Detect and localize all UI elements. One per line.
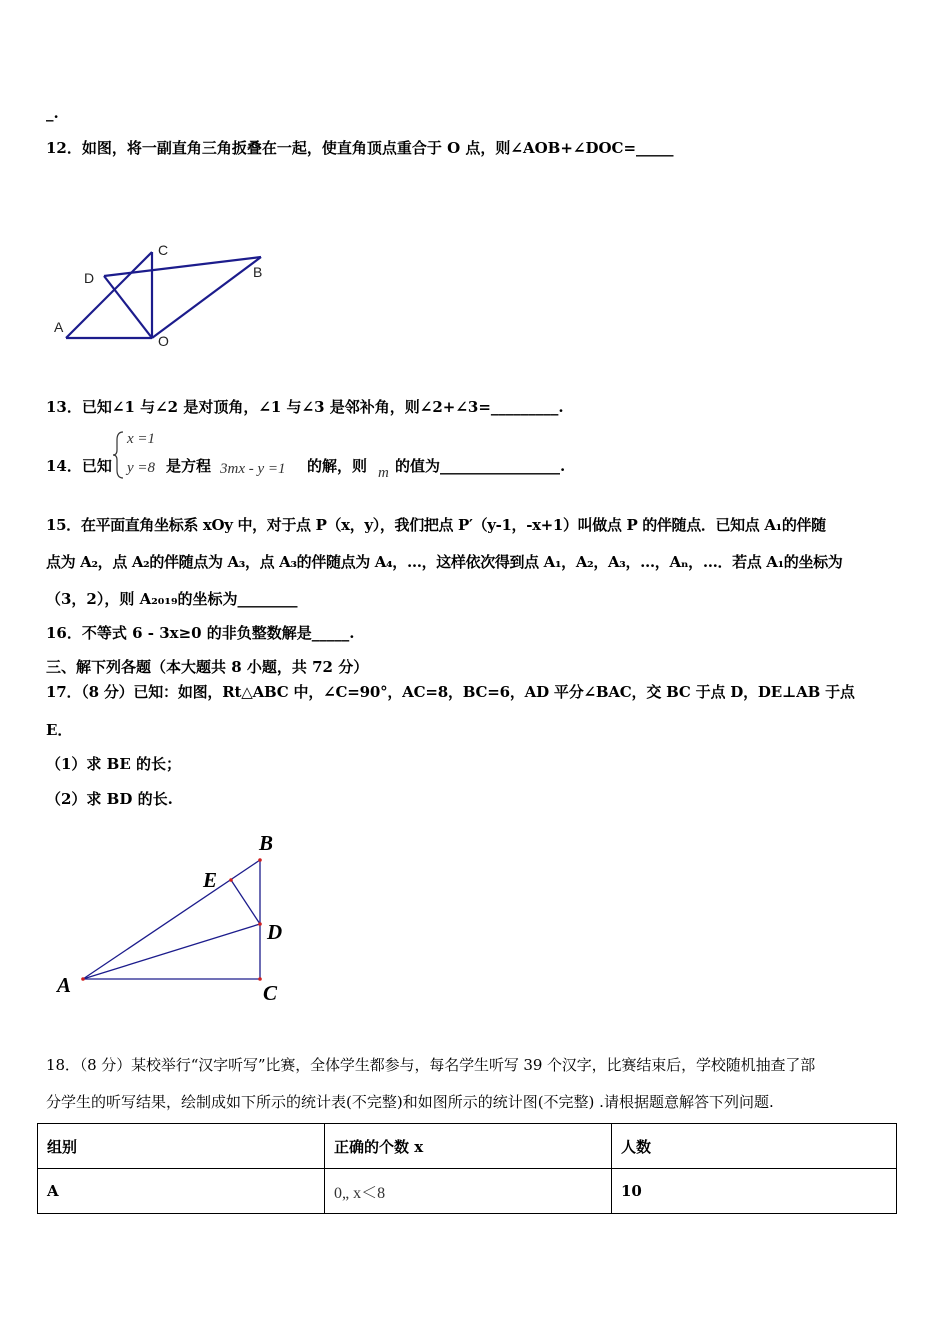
question-13: 13．已知∠1 与∠2 是对顶角，∠1 与∠3 是邻补角，则∠2+∠3=_________. xyxy=(46,398,564,416)
header-count: 人数 xyxy=(612,1124,897,1169)
seg-AB xyxy=(83,860,260,979)
question-16: 16．不等式 6 - 3x≥0 的非负整数解是_____. xyxy=(46,624,355,642)
q14-system-line1: x =1 xyxy=(127,431,156,447)
seg-DO xyxy=(104,276,152,338)
figure-17-triangle xyxy=(46,826,306,1011)
point-A xyxy=(81,977,85,981)
q14-system-brace xyxy=(113,430,125,480)
section-3-title: 三、解下列各题（本大题共 8 小题，共 72 分） xyxy=(46,658,369,676)
label-A: A xyxy=(54,319,64,335)
seg-DE xyxy=(231,880,260,924)
q14-mid2: 的解，则 xyxy=(307,457,368,475)
q14-prefix: 14．已知 xyxy=(46,457,112,475)
header-group: 组别 xyxy=(38,1124,325,1169)
label-B: B xyxy=(253,264,263,280)
q17-sub2: （2）求 BD 的长. xyxy=(46,790,173,808)
label-C: C xyxy=(263,981,278,1005)
cell-group: A xyxy=(38,1169,325,1214)
point-C xyxy=(258,977,262,981)
cell-count: 10 xyxy=(612,1169,897,1214)
point-D xyxy=(258,922,262,926)
label-D: D xyxy=(84,270,95,286)
label-E: E xyxy=(203,868,218,892)
label-A: A xyxy=(57,973,72,997)
q17-sub1: （1）求 BE 的长； xyxy=(46,755,181,773)
point-E xyxy=(229,878,233,882)
stat-table xyxy=(37,1123,897,1214)
table-header-row xyxy=(38,1124,897,1169)
cell-range: 0„ x＜8 xyxy=(325,1169,612,1214)
q14-mid1: 是方程 xyxy=(166,457,212,475)
label-D: D xyxy=(267,920,283,944)
q14-system-line2: y =8 xyxy=(127,460,156,476)
point-B xyxy=(258,858,262,862)
table-row xyxy=(38,1169,897,1214)
q15-line1: 15．在平面直角坐标系 xOy 中，对于点 P（x，y），我们把点 P′（y-1，-x+1）叫做点 P 的伴随点．已知点 A₁的伴随 xyxy=(46,516,826,534)
q17-line2: E． xyxy=(46,721,73,739)
label-B: B xyxy=(259,831,274,855)
label-O: O xyxy=(158,333,169,349)
seg-AC xyxy=(66,252,152,338)
q15-line3: （3，2），则 A₂₀₁₉的坐标为________ xyxy=(46,590,298,608)
header-range: 正确的个数 x xyxy=(325,1124,612,1169)
question-12: 12．如图，将一副直角三角扳叠在一起，使直角顶点重合于 O 点，则∠AOB+∠DOC=_____ xyxy=(46,139,674,157)
q14-suffix: 的值为________________. xyxy=(395,457,566,475)
q15-line2: 点为 A₂，点 A₂的伴随点为 A₃，点 A₃的伴随点为 A₄，…，这样依次得到点 A₁，A₂，A₃，…，Aₙ，…．若点 A₁的坐标为 xyxy=(46,553,843,571)
q14-equation: 3mx - y =1 xyxy=(220,461,286,477)
seg-AD xyxy=(83,924,260,979)
q18-line1: 18．（8 分）某校举行“汉字听写”比赛，全体学生都参与，每名学生听写 39 个汉字，比赛结束后，学校随机抽查了部 xyxy=(46,1056,816,1074)
label-C: C xyxy=(158,242,169,258)
q18-line2: 分学生的听写结果，绘制成如下所示的统计表(不完整)和如图所示的统计图(不完整) .请根据题意解答下列问题. xyxy=(46,1093,774,1111)
q17-line1: 17．（8 分）已知：如图，Rt△ABC 中，∠C=90°，AC=8，BC=6，AD 平分∠BAC，交 BC 于点 D，DE⊥AB 于点 xyxy=(46,683,855,701)
figure-12-triangles xyxy=(46,236,276,351)
top-mark: _. xyxy=(46,104,59,122)
q14-var: m xyxy=(378,465,389,481)
